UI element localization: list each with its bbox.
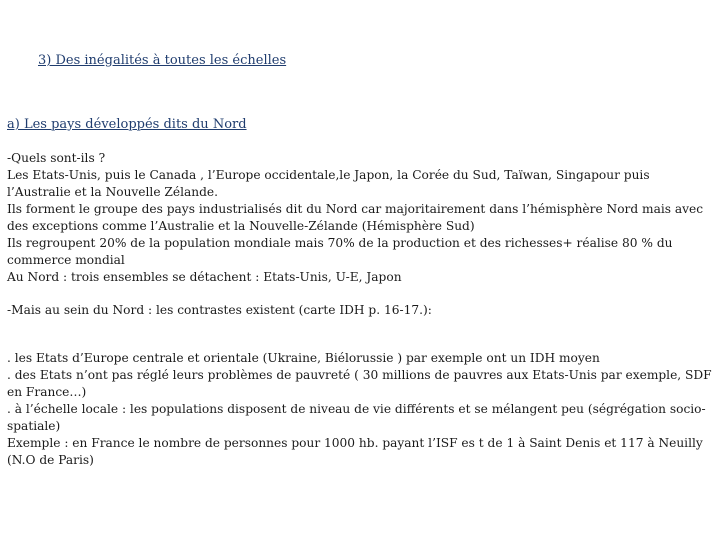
paragraph: Les Etats-Unis, puis le Canada , l’Europe occidentale,le Japon, la Corée du Sud, Taïwan, Singapour puis l’Australie et la Nouvelle Zélande. — [7, 168, 650, 199]
paragraph: . des Etats n’ont pas réglé leurs problèmes de pauvreté ( 30 millions de pauvres aux Etats-Unis par exemple, SDF en France…) — [7, 368, 712, 399]
body-block-contrasts-list — [7, 350, 715, 469]
paragraph: . les Etats d’Europe centrale et orientale (Ukraine, Biélorussie ) par exemple ont un IDH moyen — [7, 351, 600, 365]
slide-title: 3) Des inégalités à toutes les échelles — [38, 53, 287, 68]
paragraph: . à l’échelle locale : les populations disposent de niveau de vie différents et se mélangent peu (ségrégation socio-spatiale) — [7, 402, 706, 433]
paragraph: Exemple : en France le nombre de personnes pour 1000 hb. payant l’ISF es t de 1 à Saint Denis et 117 à Neuilly (N.O de Paris) — [7, 436, 703, 467]
paragraph: -Quels sont-ils ? — [7, 151, 106, 165]
body-block-countries — [7, 150, 715, 286]
paragraph: Ils regroupent 20% de la population mondiale mais 70% de la production et des richesses+ réalise 80 % du commerce mondial — [7, 236, 673, 267]
paragraph: Ils forment le groupe des pays industrialisés dit du Nord car majoritairement dans l’hémisphère Nord mais avec des exceptions comme l’Australie et la Nouvelle-Zélande (Hémisphère Sud) — [7, 202, 704, 233]
body-block-contrasts-intro — [7, 302, 715, 319]
paragraph: -Mais au sein du Nord : les contrastes existent (carte IDH p. 16-17.): — [7, 303, 432, 317]
paragraph: Au Nord : trois ensembles se détachent : Etats-Unis, U-E, Japon — [7, 270, 402, 284]
section-heading: a) Les pays développés dits du Nord — [7, 117, 247, 132]
